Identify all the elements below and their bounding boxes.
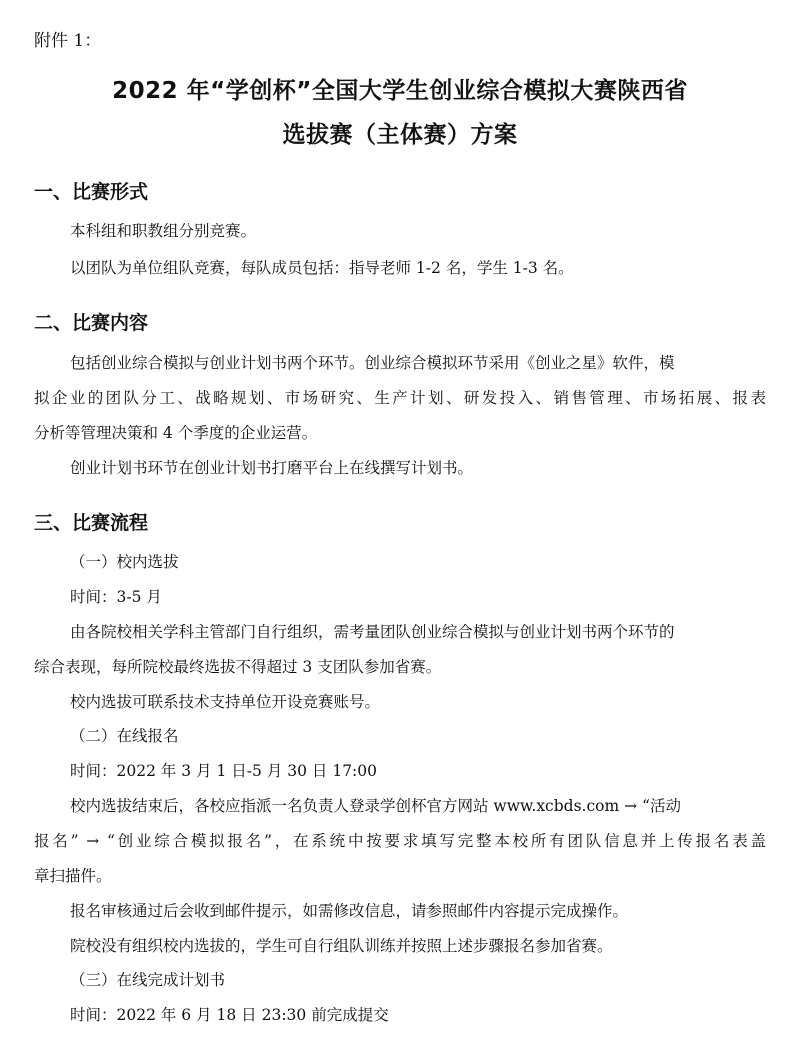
paragraph: 本科组和职教组分别竞赛。 bbox=[70, 222, 257, 240]
paragraph-line: 包括创业综合模拟与创业计划书两个环节。创业综合模拟环节采用《创业之星》软件，模 bbox=[70, 354, 675, 372]
time-line: 时间：2022 年 6 月 18 日 23:30 前完成提交 bbox=[70, 1006, 389, 1024]
section-heading-2: 二、比赛内容 bbox=[34, 312, 149, 334]
paragraph-line: 章扫描件。 bbox=[34, 867, 112, 885]
document-title-line2: 选拔赛（主体赛）方案 bbox=[282, 122, 518, 148]
paragraph: 以团队为单位组队竞赛，每队成员包括：指导老师 1-2 名，学生 1-3 名。 bbox=[70, 259, 574, 277]
paragraph: 创业计划书环节在创业计划书打磨平台上在线撰写计划书。 bbox=[70, 459, 474, 477]
paragraph-line: 分析等管理决策和 4 个季度的企业运营。 bbox=[34, 424, 318, 442]
paragraph-line: 报名” → “创业综合模拟报名”，在系统中按要求填写完整本校所有团队信息并上传报名表盖 bbox=[34, 832, 766, 850]
subsection-heading: （二）在线报名 bbox=[70, 727, 179, 745]
time-line: 时间：2022 年 3 月 1 日-5 月 30 日 17:00 bbox=[70, 762, 378, 780]
paragraph-line: 综合表现，每所院校最终选拔不得超过 3 支团队参加省赛。 bbox=[34, 658, 442, 676]
subsection-heading: （一）校内选拔 bbox=[70, 553, 179, 571]
document-title-line1: 2022 年“学创杯”全国大学生创业综合模拟大赛陕西省 bbox=[112, 78, 688, 104]
section-heading-1: 一、比赛形式 bbox=[34, 181, 149, 203]
subsection-heading: （三）在线完成计划书 bbox=[70, 971, 226, 989]
paragraph-line: 由各院校相关学科主管部门自行组织，需考量团队创业综合模拟与创业计划书两个环节的 bbox=[70, 623, 675, 641]
attachment-label: 附件 1： bbox=[34, 31, 102, 51]
paragraph: 校内选拔可联系技术支持单位开设竞赛账号。 bbox=[70, 693, 381, 711]
paragraph: 报名审核通过后会收到邮件提示，如需修改信息，请参照邮件内容提示完成操作。 bbox=[70, 902, 629, 920]
time-line: 时间：3-5 月 bbox=[70, 588, 162, 606]
paragraph-line: 拟企业的团队分工、战略规划、市场研究、生产计划、研发投入、销售管理、市场拓展、报表 bbox=[34, 389, 766, 407]
paragraph-line: 校内选拔结束后，各校应指派一名负责人登录学创杯官方网站 www.xcbds.com → “活动 bbox=[70, 797, 681, 815]
section-heading-3: 三、比赛流程 bbox=[34, 512, 149, 534]
paragraph: 院校没有组织校内选拔的，学生可自行组队训练并按照上述步骤报名参加省赛。 bbox=[70, 937, 613, 955]
